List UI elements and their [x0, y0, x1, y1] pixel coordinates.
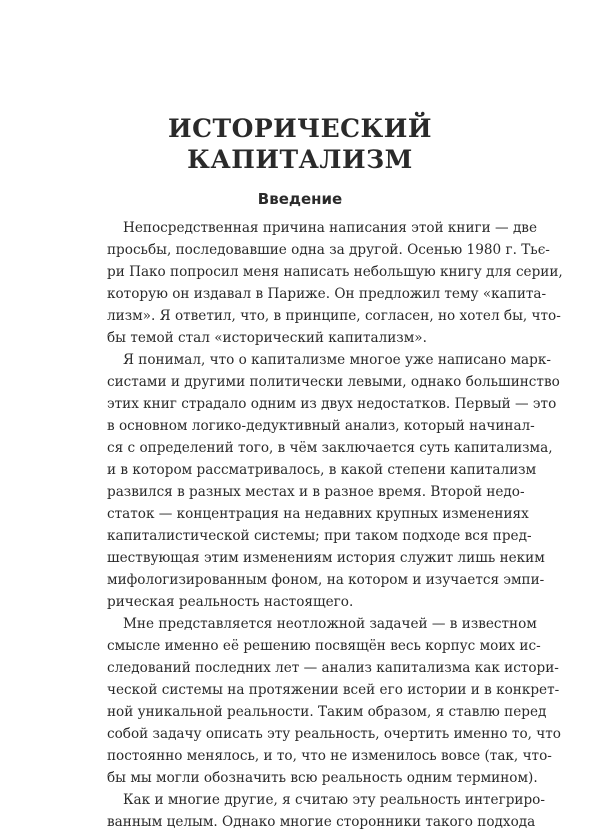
text-line: развился в разных местах и в разное время. Второй недо-: [107, 484, 525, 500]
text-line: лизм». Я ответил, что, в принципе, согласен, но хотел бы, что-: [107, 308, 561, 324]
text-line: ванным целым. Однако многие сторонники такого подхода: [107, 814, 536, 830]
text-line: которую он издавал в Париже. Он предложил тему «капита-: [107, 286, 547, 302]
text-line: ся с определений того, в чём заключается суть капитализма,: [107, 440, 553, 456]
text-line: и в котором рассматривалось, в какой степени капитализм: [107, 462, 537, 478]
text-line: постоянно менялось, и то, что не изменилось вовсе (так, что-: [107, 748, 552, 764]
text-line: статок — концентрация на недавних крупных изменениях: [107, 506, 529, 522]
section-heading: Введение: [257, 190, 343, 208]
text-line: в основном логико-дедуктивный анализ, который начинал-: [107, 418, 535, 434]
text-line: Как и многие другие, я считаю эту реальность интегриро-: [123, 792, 545, 808]
chapter-title-line-1: ИСТОРИЧЕСКИЙ: [167, 114, 433, 143]
text-line: систами и другими политически левыми, однако большинство: [107, 374, 560, 390]
text-line: мифологизированным фоном, на котором и изучается эмпи-: [107, 572, 545, 588]
text-line: ной уникальной реальности. Таким образом, я ставлю перед: [107, 704, 547, 720]
paragraph: [107, 613, 561, 789]
paragraph: [107, 789, 545, 833]
text-line: капиталистической системы; при таком подходе вся пред-: [107, 528, 532, 544]
text-line: собой задачу описать эту реальность, очертить именно то, что: [107, 726, 561, 742]
text-line: бы темой стал «исторический капитализм».: [107, 330, 427, 346]
text-line: следований последних лет — анализ капитализма как истори-: [107, 660, 559, 676]
text-line: Мне представляется неотложной задачей — в известном: [123, 616, 537, 632]
text-line: Непосредственная причина написания этой книги — две: [123, 220, 538, 236]
paragraph: [107, 217, 563, 349]
text-line: бы мы могли обозначить всю реальность одним термином).: [107, 770, 538, 786]
chapter-title-line-2: КАПИТАЛИЗМ: [187, 145, 413, 174]
paragraph: [107, 349, 560, 613]
text-line: Я понимал, что о капитализме многое уже написано марк-: [123, 352, 551, 368]
text-line: шествующая этим изменениям история служит лишь неким: [107, 550, 545, 566]
text-line: ческой системы на протяжении всей его истории и в конкрет-: [107, 682, 560, 698]
text-line: ри Пако попросил меня написать небольшую книгу для серии,: [107, 264, 563, 280]
body-text: [107, 217, 563, 833]
text-line: рическая реальность настоящего.: [107, 594, 354, 610]
text-line: этих книг страдало одним из двух недостатков. Первый — это: [107, 396, 557, 412]
text-line: смысле именно её решению посвящён весь корпус моих ис-: [107, 638, 541, 654]
text-line: просьбы, последовавшие одна за другой. Осенью 1980 г. Тьє-: [107, 242, 550, 258]
